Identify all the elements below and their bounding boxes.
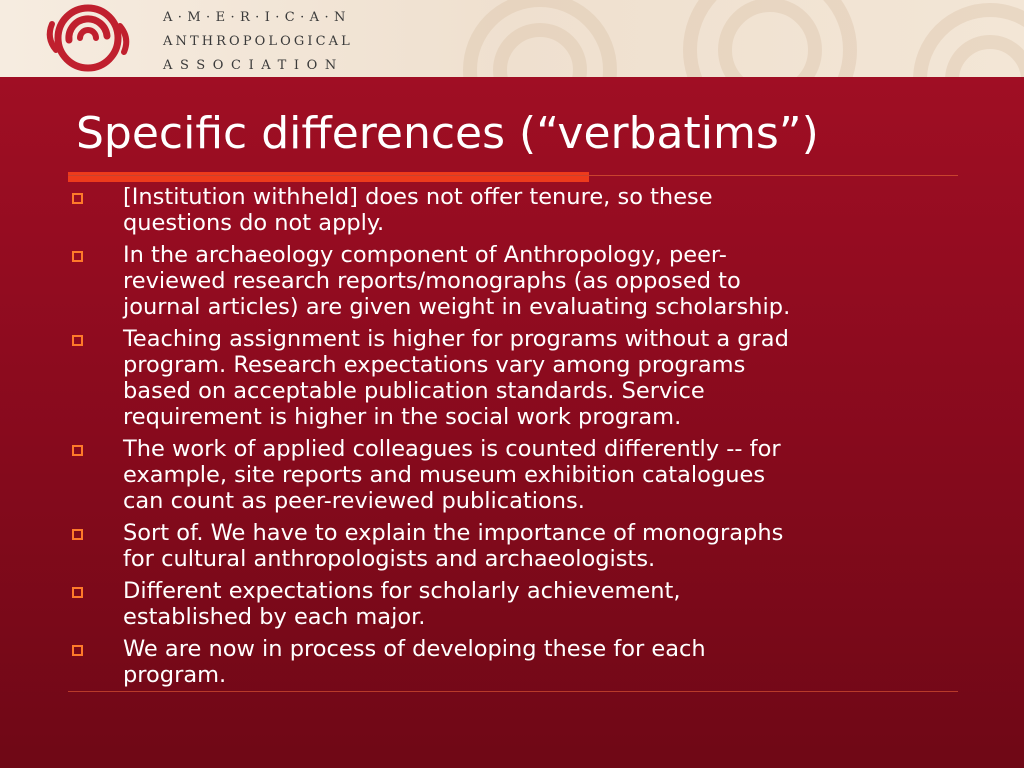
bullet-text: The work of applied colleagues is counted differently -- for example, site reports and museum exhibition catalogues can count as peer-reviewed publications. xyxy=(123,436,781,514)
list-item xyxy=(70,636,950,688)
list-item xyxy=(70,242,950,320)
title-divider-line xyxy=(68,175,958,176)
list-item xyxy=(70,578,950,630)
bottom-divider-line xyxy=(68,691,958,692)
organization-name xyxy=(163,6,423,77)
square-bullet-icon xyxy=(72,251,83,262)
square-bullet-icon xyxy=(72,529,83,540)
bullet-text: In the archaeology component of Anthropology, peer- reviewed research reports/monographs (as opposed to journal articles) are given weight in evaluating scholarship. xyxy=(123,242,791,320)
list-item xyxy=(70,520,950,572)
slide-title: Specific differences (“verbatims”) xyxy=(76,108,819,159)
square-bullet-icon xyxy=(72,645,83,656)
square-bullet-icon xyxy=(72,587,83,598)
bullet-text: Different expectations for scholarly achievement, established by each major. xyxy=(123,578,681,630)
bullet-text: We are now in process of developing these for each program. xyxy=(123,636,706,688)
org-name-line-2: ANTHROPOLOGICAL xyxy=(163,34,353,49)
title-accent-bar xyxy=(68,172,589,182)
bullet-list xyxy=(70,184,950,694)
org-name-line-1: A·M·E·R·I·C·A·N xyxy=(163,10,351,25)
square-bullet-icon xyxy=(72,445,83,456)
aaa-swirl-logo xyxy=(38,4,138,72)
org-name-line-3: ASSOCIATION xyxy=(163,58,344,73)
bullet-text: [Institution withheld] does not offer tenure, so these questions do not apply. xyxy=(123,184,713,236)
list-item xyxy=(70,436,950,514)
list-item xyxy=(70,184,950,236)
header-swirl-pattern xyxy=(380,0,1024,77)
square-bullet-icon xyxy=(72,335,83,346)
bullet-text: Sort of. We have to explain the importance of monographs for cultural anthropologists and archaeologists. xyxy=(123,520,784,572)
square-bullet-icon xyxy=(72,193,83,204)
header-band xyxy=(0,0,1024,77)
bullet-text: Teaching assignment is higher for programs without a grad program. Research expectations vary among programs based on acceptable publication standards. Service requirement is higher in the social work program. xyxy=(123,326,789,430)
list-item xyxy=(70,326,950,430)
